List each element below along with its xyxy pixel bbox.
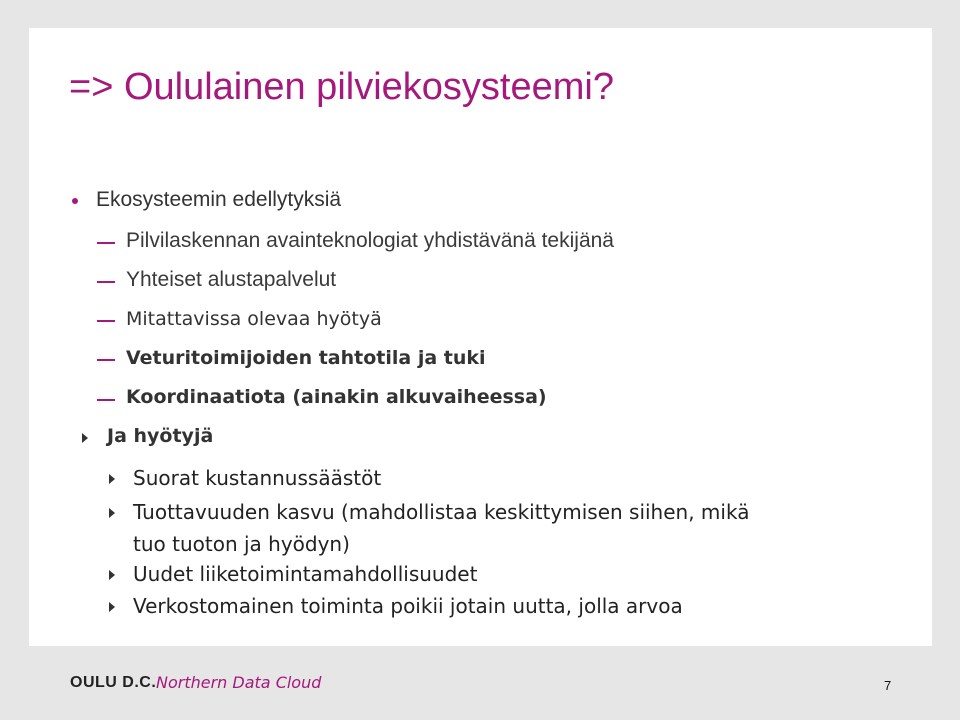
slide — [29, 28, 932, 646]
section1-item: Yhteiset alustapalvelut — [126, 268, 337, 291]
triangle-bullet-icon — [82, 433, 88, 443]
section1-item: Koordinaatiota (ainakin alkuvaiheessa) — [126, 386, 547, 408]
triangle-bullet-icon — [109, 602, 115, 612]
dash-icon — [97, 399, 115, 401]
triangle-bullet-icon — [109, 570, 115, 580]
dash-icon — [97, 359, 115, 361]
triangle-bullet-icon — [109, 508, 115, 518]
section1-item: Pilvilaskennan avainteknologiat yhdistävänä tekijänä — [126, 229, 614, 252]
section1-item: Veturitoimijoiden tahtotila ja tuki — [126, 347, 486, 369]
dash-icon — [97, 320, 115, 322]
section2-item: Uudet liiketoimintamahdollisuudet — [133, 562, 478, 586]
section2-item: Tuottavuuden kasvu (mahdollistaa keskittymisen siihen, mikä — [133, 500, 750, 524]
section2-item: Verkostomainen toiminta poikii jotain uutta, jolla arvoa — [133, 594, 683, 618]
section2-item-continuation: tuo tuoton ja hyödyn) — [133, 532, 350, 556]
slide-title: => Oululainen pilviekosysteemi? — [69, 66, 614, 108]
dash-icon — [97, 281, 115, 283]
section2-item: Suorat kustannussäästöt — [133, 466, 382, 490]
triangle-bullet-icon — [109, 474, 115, 484]
footer-logo: OULU D.C. — [70, 674, 157, 691]
section2-heading: Ja hyötyjä — [107, 425, 214, 447]
dash-icon — [97, 242, 115, 244]
section1-heading: Ekosysteemin edellytyksiä — [96, 188, 342, 211]
section1-item: Mitattavissa olevaa hyötyä — [126, 308, 382, 330]
footer-tagline: Northern Data Cloud — [156, 673, 322, 692]
bullet-dot-icon — [72, 198, 78, 204]
page-number: 7 — [884, 678, 892, 693]
